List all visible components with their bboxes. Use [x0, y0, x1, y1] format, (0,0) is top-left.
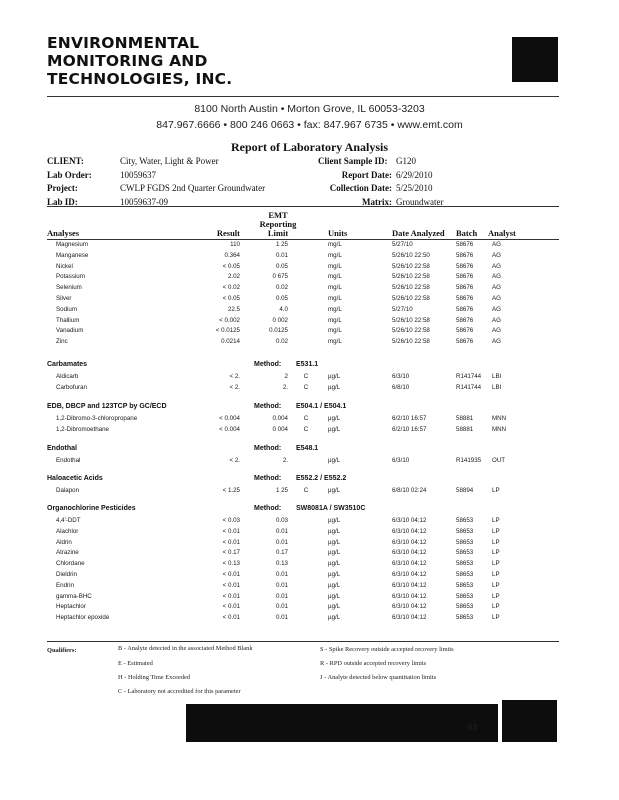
result-value: < 0.05: [222, 263, 240, 270]
batch-id: 58653: [456, 549, 474, 556]
date-analyzed: 5/26/10 22:58: [392, 273, 430, 280]
batch-id: 58653: [456, 593, 474, 600]
reporting-limit: 0.01: [275, 528, 288, 535]
units: mg/L: [328, 263, 342, 270]
qualifiers-label: Qualifiers:: [47, 647, 77, 654]
matrix-label: Matrix:: [362, 197, 392, 207]
analyte-name: Potassium: [56, 273, 85, 280]
analyst: MNN: [492, 415, 507, 422]
qualifier-flag: C: [303, 487, 309, 494]
company-name-line: TECHNOLOGIES, INC.: [47, 70, 233, 88]
date-analyzed: 6/3/10 04:12: [392, 614, 427, 621]
batch-id: 58676: [456, 284, 474, 291]
reporting-limit: 1 25: [275, 487, 288, 494]
batch-id: 58653: [456, 528, 474, 535]
result-value: 22.5: [227, 306, 240, 313]
batch-id: 58653: [456, 517, 474, 524]
batch-id: 58676: [456, 241, 474, 248]
reporting-limit: 0.13: [275, 560, 288, 567]
analyte-name: 4,4'-DDT: [56, 517, 81, 524]
client-sample-label: Client Sample ID:: [318, 156, 388, 166]
lab-order-value: 10059637: [120, 170, 156, 180]
analyst: LP: [492, 603, 500, 610]
result-value: < 2.: [229, 384, 240, 391]
analyst: LP: [492, 528, 500, 535]
date-analyzed: 6/3/10: [392, 457, 410, 464]
analyte-name: Carbofuran: [56, 384, 87, 391]
analyst: LP: [492, 549, 500, 556]
date-analyzed: 5/26/10 22:58: [392, 317, 430, 324]
company-name-line: ENVIRONMENTAL: [47, 34, 200, 52]
analyst: AG: [492, 284, 501, 291]
reporting-limit: 0.01: [275, 539, 288, 546]
analyte-name: Endothal: [56, 457, 81, 464]
result-value: < 2.: [229, 373, 240, 380]
analyte-name: Dieldrin: [56, 571, 77, 578]
analyst: LP: [492, 539, 500, 546]
units: mg/L: [328, 295, 342, 302]
analyte-name: Nickel: [56, 263, 73, 270]
analyst: LP: [492, 571, 500, 578]
reporting-limit: 0.02: [275, 284, 288, 291]
qualifier-flag: C: [303, 426, 309, 433]
result-value: < 0.01: [222, 614, 240, 621]
redaction-block: [502, 700, 557, 742]
units: mg/L: [328, 252, 342, 259]
reporting-limit: 0 675: [272, 273, 288, 280]
batch-id: R141935: [456, 457, 482, 464]
reporting-limit: 1 25: [275, 241, 288, 248]
qualifier-note: J - Analyte detected below quantitation limits: [320, 674, 437, 681]
units: mg/L: [328, 273, 342, 280]
method-value: SW8081A / SW3510C: [296, 505, 366, 512]
method-label: Method:: [254, 403, 282, 410]
company-name: [47, 34, 232, 88]
units: µg/L: [328, 415, 341, 422]
column-header-rule: [47, 239, 559, 240]
units: µg/L: [328, 582, 341, 589]
analyte-name: Selenium: [56, 284, 82, 291]
col-reporting-limit: EMT Reporting Limit: [259, 210, 297, 238]
lab-order-label: Lab Order:: [47, 170, 92, 180]
analyte-name: Aldicarb: [56, 373, 79, 380]
date-analyzed: 6/3/10 04:12: [392, 582, 427, 589]
units: mg/L: [328, 306, 342, 313]
company-name-line: MONITORING AND: [47, 52, 208, 70]
result-value: 0.364: [224, 252, 240, 259]
method-value: E531.1: [296, 361, 319, 368]
page-number: 63: [468, 723, 477, 732]
batch-id: 58676: [456, 338, 474, 345]
date-analyzed: 6/2/10 16:57: [392, 415, 427, 422]
analyst: LP: [492, 614, 500, 621]
analyst: AG: [492, 241, 501, 248]
analyst: OUT: [492, 457, 506, 464]
result-value: < 0.03: [222, 517, 240, 524]
qualifier-note: E - Estimated: [118, 660, 153, 667]
batch-id: 58881: [456, 415, 474, 422]
date-analyzed: 6/3/10 04:12: [392, 593, 427, 600]
analyst: LP: [492, 560, 500, 567]
report-date-value: 6/29/2010: [396, 170, 433, 180]
date-analyzed: 5/27/10: [392, 241, 413, 248]
result-value: < 0.002: [219, 317, 240, 324]
col-units: Units: [328, 228, 348, 238]
date-analyzed: 6/3/10 04:12: [392, 571, 427, 578]
analyte-name: Alachlor: [56, 528, 79, 535]
analyte-name: Aldrin: [56, 539, 72, 546]
project-label: Project:: [47, 183, 78, 193]
project-value: CWLP FGDS 2nd Quarter Groundwater: [120, 183, 266, 193]
units: mg/L: [328, 241, 342, 248]
date-analyzed: 6/2/10 16:57: [392, 426, 427, 433]
units: µg/L: [328, 549, 341, 556]
units: µg/L: [328, 539, 341, 546]
units: mg/L: [328, 327, 342, 334]
date-analyzed: 6/3/10: [392, 373, 410, 380]
analyst: AG: [492, 338, 501, 345]
qualifier-flag: C: [303, 384, 309, 391]
units: mg/L: [328, 317, 342, 324]
date-analyzed: 5/26/10 22:58: [392, 295, 430, 302]
result-value: < 0.02: [222, 284, 240, 291]
units: µg/L: [328, 426, 341, 433]
reporting-limit: 0.01: [275, 571, 288, 578]
analyte-name: Chlordane: [56, 560, 85, 567]
analyte-name: Heptachlor: [56, 603, 86, 610]
units: µg/L: [328, 373, 341, 380]
section-title: Endothal: [47, 445, 77, 452]
batch-id: 58881: [456, 426, 474, 433]
matrix-value: Groundwater: [396, 197, 444, 207]
report-date-label: Report Date:: [341, 170, 392, 180]
qualifier-note: B - Analyte detected in the associated Method Blank: [118, 645, 253, 652]
date-analyzed: 5/26/10 22:58: [392, 327, 430, 334]
units: µg/L: [328, 384, 341, 391]
qualifier-note: C - Laboratory not accredited for this parameter: [118, 688, 241, 695]
analyte-name: 1,2-Dibromo-3-chloropropane: [56, 415, 138, 422]
company-contact: 847.967.6666 • 800 246 0663 • fax: 847.967 6735 • www.emt.com: [156, 119, 463, 131]
reporting-limit: 0.01: [275, 614, 288, 621]
date-analyzed: 5/27/10: [392, 306, 413, 313]
date-analyzed: 5/26/10 22:58: [392, 263, 430, 270]
analyte-name: gamma-BHC: [56, 593, 92, 600]
result-value: 0.0214: [221, 338, 240, 345]
section-title: EDB, DBCP and 123TCP by GC/ECD: [47, 403, 167, 410]
batch-id: 58653: [456, 614, 474, 621]
result-value: < 0.05: [222, 295, 240, 302]
qualifier-note: R - RPD outside accepted recovery limits: [320, 660, 427, 667]
date-analyzed: 5/26/10 22:58: [392, 338, 430, 345]
method-label: Method:: [254, 445, 282, 452]
analyte-name: 1,2-Dibromoethane: [56, 426, 109, 433]
analyte-name: Thallium: [56, 317, 80, 324]
client-label: CLIENT:: [47, 156, 84, 166]
batch-id: 58653: [456, 582, 474, 589]
qualifier-note: S - Spike Recovery outside accepted recovery limits: [320, 646, 454, 653]
batch-id: 58676: [456, 263, 474, 270]
batch-id: 58653: [456, 571, 474, 578]
analyte-name: Heptachlor epoxide: [56, 614, 110, 621]
analyst: LBI: [492, 384, 502, 391]
analyst: LP: [492, 487, 500, 494]
analyst: AG: [492, 306, 501, 313]
result-value: < 0.01: [222, 603, 240, 610]
analyst: AG: [492, 327, 501, 334]
batch-id: 58894: [456, 487, 474, 494]
client-sample-value: G120: [396, 156, 416, 166]
result-value: < 0.01: [222, 539, 240, 546]
header-rule: [47, 96, 559, 97]
result-value: < 0.004: [219, 426, 240, 433]
date-analyzed: 6/3/10 04:12: [392, 549, 427, 556]
analyst: LBI: [492, 373, 502, 380]
section-title: Carbamates: [47, 361, 88, 368]
units: µg/L: [328, 571, 341, 578]
collection-date-value: 5/25/2010: [396, 183, 433, 193]
analyte-name: Endrin: [56, 582, 74, 589]
report-title: Report of Laboratory Analysis: [231, 140, 388, 154]
analyte-name: Vanadium: [56, 327, 84, 334]
batch-id: 58676: [456, 327, 474, 334]
batch-id: R141744: [456, 373, 482, 380]
analyte-name: Manganese: [56, 252, 89, 259]
reporting-limit: 4.0: [279, 306, 288, 313]
result-value: 110: [230, 241, 240, 248]
result-value: < 0.01: [222, 571, 240, 578]
method-value: E548.1: [296, 445, 319, 452]
units: µg/L: [328, 614, 341, 621]
reporting-limit: 0.01: [275, 603, 288, 610]
reporting-limit: 0.05: [275, 263, 288, 270]
batch-id: R141744: [456, 384, 482, 391]
reporting-limit: 0.02: [275, 338, 288, 345]
analyst: AG: [492, 317, 501, 324]
reporting-limit: 0.004: [272, 415, 288, 422]
units: µg/L: [328, 603, 341, 610]
batch-id: 58653: [456, 560, 474, 567]
reporting-limit: 0.01: [275, 252, 288, 259]
company-address: 8100 North Austin • Morton Grove, IL 60053-3203: [194, 103, 425, 115]
units: µg/L: [328, 457, 341, 464]
analyte-name: Zinc: [56, 338, 68, 345]
qualifiers-rule: [47, 641, 559, 642]
analyte-name: Silver: [56, 295, 72, 302]
header-fields-rule: [47, 206, 559, 207]
analyte-name: Magnesium: [56, 241, 88, 248]
col-batch: Batch: [456, 228, 478, 238]
batch-id: 58676: [456, 273, 474, 280]
reporting-limit: 0.03: [275, 517, 288, 524]
qualifier-note: H - Holding Time Exceeded: [118, 674, 191, 681]
qualifier-flag: C: [303, 373, 309, 380]
result-value: < 0.17: [222, 549, 240, 556]
result-value: < 0.004: [219, 415, 240, 422]
col-date-analyzed: Date Analyzed: [392, 228, 445, 238]
result-value: < 0.13: [222, 560, 240, 567]
analyte-name: Sodium: [56, 306, 77, 313]
reporting-limit: 2.: [282, 384, 288, 391]
result-value: < 0.01: [222, 582, 240, 589]
batch-id: 58676: [456, 317, 474, 324]
date-analyzed: 5/26/10 22:58: [392, 284, 430, 291]
date-analyzed: 6/8/10 02:24: [392, 487, 427, 494]
method-label: Method:: [254, 475, 282, 482]
method-label: Method:: [254, 505, 282, 512]
batch-id: 58676: [456, 306, 474, 313]
redaction-bar: [186, 704, 498, 742]
result-value: < 0.01: [222, 528, 240, 535]
batch-id: 58676: [456, 295, 474, 302]
units: mg/L: [328, 284, 342, 291]
units: µg/L: [328, 487, 341, 494]
analyst: AG: [492, 252, 501, 259]
date-analyzed: 6/8/10: [392, 384, 410, 391]
result-value: < 0.01: [222, 593, 240, 600]
analyst: LP: [492, 582, 500, 589]
analyst: AG: [492, 295, 501, 302]
date-analyzed: 6/3/10 04:12: [392, 539, 427, 546]
units: µg/L: [328, 560, 341, 567]
units: mg/L: [328, 338, 342, 345]
date-analyzed: 6/3/10 04:12: [392, 517, 427, 524]
reporting-limit: 0.01: [275, 593, 288, 600]
units: µg/L: [328, 528, 341, 535]
analyst: AG: [492, 273, 501, 280]
col-analyst: Analyst: [488, 228, 516, 238]
analyst: AG: [492, 263, 501, 270]
reporting-limit: 0 002: [272, 317, 288, 324]
reporting-limit: 2.: [282, 457, 288, 464]
section-title: Organochlorine Pesticides: [47, 505, 136, 512]
result-value: < 2.: [229, 457, 240, 464]
batch-id: 58676: [456, 252, 474, 259]
units: µg/L: [328, 517, 341, 524]
units: µg/L: [328, 593, 341, 600]
col-analyses: Analyses: [47, 228, 80, 238]
lab-id-value: 10059637-09: [120, 197, 168, 207]
analyte-name: Atrazine: [56, 549, 79, 556]
reporting-limit: 2: [284, 373, 288, 380]
method-value: E504.1 / E504.1: [296, 403, 347, 410]
lab-id-label: Lab ID:: [47, 197, 78, 207]
reporting-limit: 0.05: [275, 295, 288, 302]
section-title: Haloacetic Acids: [47, 475, 103, 482]
reporting-limit: 0.17: [275, 549, 288, 556]
reporting-limit: 0 004: [272, 426, 288, 433]
date-analyzed: 6/3/10 04:12: [392, 560, 427, 567]
analyst: MNN: [492, 426, 507, 433]
collection-date-label: Collection Date:: [329, 183, 392, 193]
analyst: LP: [492, 593, 500, 600]
reporting-limit: 0.01: [275, 582, 288, 589]
result-value: < 1.25: [222, 487, 240, 494]
analyte-name: Dalapon: [56, 487, 80, 494]
date-analyzed: 6/3/10 04:12: [392, 603, 427, 610]
result-value: < 0.0125: [215, 327, 240, 334]
date-analyzed: 6/3/10 04:12: [392, 528, 427, 535]
method-value: E552.2 / E552.2: [296, 475, 347, 482]
qualifier-flag: C: [303, 415, 309, 422]
method-label: Method:: [254, 361, 282, 368]
reporting-limit: 0.0125: [269, 327, 288, 334]
redaction-block: [512, 37, 558, 82]
analyst: LP: [492, 517, 500, 524]
result-value: 2.02: [227, 273, 240, 280]
col-result: Result: [216, 228, 240, 238]
batch-id: 58653: [456, 539, 474, 546]
batch-id: 58653: [456, 603, 474, 610]
date-analyzed: 5/26/10 22:50: [392, 252, 430, 259]
client-value: City, Water, Light & Power: [120, 156, 219, 166]
